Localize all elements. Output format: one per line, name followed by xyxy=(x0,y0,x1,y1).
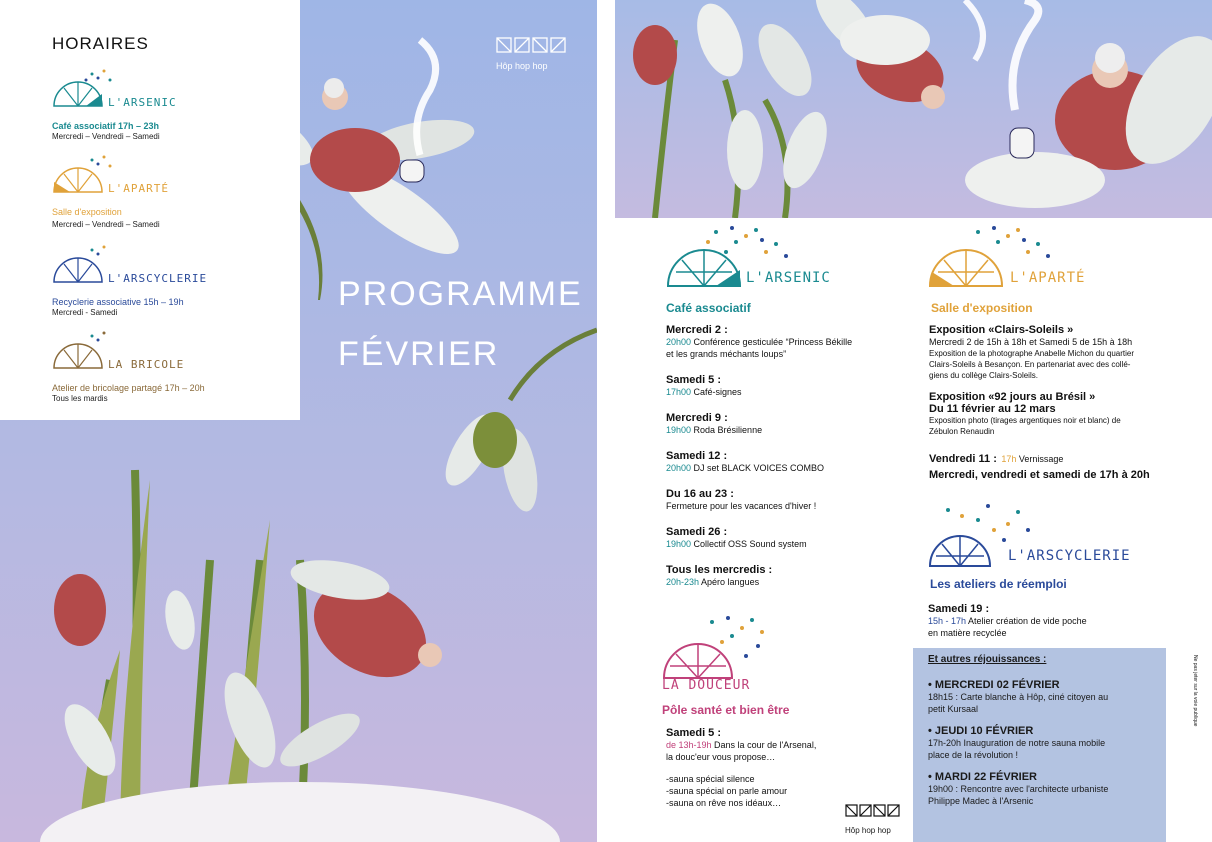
event-item xyxy=(666,526,890,550)
venue-hours: Recyclerie associative 15h – 19h xyxy=(52,297,184,307)
expo-dates: Mercredi 2 de 15h à 18h et Samedi 5 de 15h à 18h xyxy=(929,337,1133,347)
arsenic-events xyxy=(666,324,890,588)
event-item xyxy=(666,374,890,398)
event-desc: Atelier création de vide poche xyxy=(966,616,1087,626)
event-text xyxy=(666,336,890,348)
expo-desc: giens du collège Clairs-Soleils. xyxy=(929,371,1038,380)
aparte-events xyxy=(929,324,1169,481)
event-desc: Collectif OSS Sound system xyxy=(691,539,807,549)
event-text xyxy=(666,386,890,398)
event-text xyxy=(666,500,890,512)
event-desc: Café-signes xyxy=(691,387,742,397)
event-desc: Conférence gesticulée “Princess Békille xyxy=(691,337,853,347)
expo-desc: Zébulon Renaudin xyxy=(929,427,995,436)
venue-days: Mercredi – Vendredi – Samedi xyxy=(52,220,160,229)
sauna-item: -sauna spécial on parle amour xyxy=(666,786,788,796)
event-time: 20h00 xyxy=(666,463,692,473)
event-date: Samedi 19 : xyxy=(928,603,990,615)
other-events-title: Et autres réjouissances : xyxy=(928,654,1047,665)
event-time: 17h00 xyxy=(666,387,692,397)
arsenic-section xyxy=(666,222,906,315)
arscyclerie-events xyxy=(928,603,1168,639)
venue-hours: Café associatif 17h – 23h xyxy=(52,121,160,131)
venue-name: L'APARTÉ xyxy=(108,182,169,195)
sauna-item: -sauna on rêve nos idéaux… xyxy=(666,798,782,808)
arscyclerie-subtitle: Les ateliers de réemploi xyxy=(930,577,1067,591)
event-item xyxy=(666,488,890,512)
venue-aparte xyxy=(52,152,169,230)
cover-panel xyxy=(0,0,597,842)
venue-hours: Salle d'exposition xyxy=(52,207,122,217)
vernissage xyxy=(929,449,1169,467)
event-desc: Fermeture pour les vacances d'hiver ! xyxy=(666,501,817,511)
other-event-text: 18h15 : Carte blanche à Hôp, ciné citoyen au xyxy=(928,692,1109,702)
event-text-2: en matière recyclée xyxy=(928,628,1007,638)
event-item xyxy=(666,412,890,436)
footer-brand-text: Hôp hop hop xyxy=(845,826,891,835)
venue-name: L'ARSENIC xyxy=(108,96,177,109)
other-event-text: place de la révolution ! xyxy=(928,750,1019,760)
venue-name: LA BRICOLE xyxy=(108,358,185,371)
expo-desc: Clairs-Soleils à Besançon. En partenariat avec des collé- xyxy=(929,360,1131,369)
event-time: 19h00 xyxy=(666,425,692,435)
event-text xyxy=(928,615,1168,627)
expo-desc: Exposition de la photographe Anabelle Michon du quartier xyxy=(929,349,1135,358)
other-event xyxy=(928,771,1151,807)
brand-text: Hôp hop hop xyxy=(496,61,548,71)
brand-logo xyxy=(496,34,566,71)
program-month: FÉVRIER xyxy=(338,335,500,373)
event-desc: DJ set BLACK VOICES COMBO xyxy=(691,463,825,473)
event-time: 15h - 17h xyxy=(928,616,967,626)
program-title: PROGRAMME xyxy=(338,275,583,313)
legal-note: Ne pas jeter sur la voie publique xyxy=(1192,655,1198,727)
event-date: Mercredi 2 : xyxy=(666,324,728,336)
event-date: Mercredi 9 : xyxy=(666,412,728,424)
event-date: Samedi 5 : xyxy=(666,727,722,739)
douceur-subtitle: Pôle santé et bien être xyxy=(662,703,790,717)
event-item xyxy=(666,450,890,474)
hours-box xyxy=(0,0,300,420)
event-text-2: et les grands méchants loups” xyxy=(666,349,787,359)
venue-name: L'ARSCYCLERIE xyxy=(108,272,208,285)
expo-period: Du 11 février au 12 mars xyxy=(929,403,1056,415)
event-date: Du 16 au 23 : xyxy=(666,488,734,500)
event-date: Samedi 12 : xyxy=(666,450,728,462)
aparte-section xyxy=(928,222,1178,315)
arscyclerie-logo-text: L'ARSCYCLERIE xyxy=(1008,548,1131,564)
event-date: Samedi 26 : xyxy=(666,526,728,538)
sauna-item: -sauna spécial silence xyxy=(666,774,755,784)
event-desc: Dans la cour de l'Arsenal, xyxy=(711,740,817,750)
douceur-section xyxy=(662,612,902,717)
venue-arscyclerie xyxy=(52,242,208,318)
event-text xyxy=(666,462,890,474)
other-event xyxy=(928,725,1151,761)
arsenic-subtitle: Café associatif xyxy=(666,301,751,315)
event-time: 20h-23h xyxy=(666,577,700,587)
douceur-logo-icon xyxy=(662,612,782,682)
event-item xyxy=(666,324,890,360)
event-text-2: la douc'eur vous propose… xyxy=(666,752,776,762)
venue-days: Mercredi – Vendredi – Samedi xyxy=(52,132,160,141)
event-time: 19h00 xyxy=(666,539,692,549)
hop-logo-icon xyxy=(496,34,566,56)
other-event xyxy=(928,679,1151,715)
aparte-subtitle: Salle d'exposition xyxy=(931,301,1033,315)
event-text xyxy=(666,739,896,751)
other-event-text: 17h-20h Inauguration de notre sauna mobile xyxy=(928,738,1106,748)
hop-logo-icon xyxy=(845,803,901,821)
event-text xyxy=(666,576,890,588)
hours-title: HORAIRES xyxy=(52,34,149,53)
expo-title: Exposition «Clairs-Soleils » xyxy=(929,324,1074,336)
other-event-date: • JEUDI 10 FÉVRIER xyxy=(928,725,1034,737)
other-event-text: petit Kursaal xyxy=(928,704,979,714)
arscyclerie-section xyxy=(928,500,1178,591)
footer-brand xyxy=(845,803,901,835)
expo-hours: Mercredi, vendredi et samedi de 17h à 20h xyxy=(929,469,1150,481)
event-date: Tous les mercredis : xyxy=(666,564,773,576)
event-item xyxy=(666,564,890,588)
aparte-logo-text: L'APARTÉ xyxy=(1010,270,1086,286)
event-date: Samedi 5 : xyxy=(666,374,722,386)
other-event-text: 19h00 : Rencontre avec l'architecte urbaniste xyxy=(928,784,1109,794)
douceur-events xyxy=(666,727,896,809)
venue-hours: Atelier de bricolage partagé 17h – 20h xyxy=(52,383,205,393)
event-date: Vendredi 11 : xyxy=(929,453,997,465)
event-text xyxy=(666,424,890,436)
venue-arsenic xyxy=(52,66,177,142)
venue-days: Tous les mardis xyxy=(52,394,108,403)
event-desc: Roda Brésilienne xyxy=(691,425,763,435)
event-time: 20h00 xyxy=(666,337,692,347)
header-illustration xyxy=(615,0,1212,218)
event-desc: Vernissage xyxy=(1016,454,1064,464)
venue-days: Mercredi - Samedi xyxy=(52,308,118,317)
other-events-panel xyxy=(913,648,1166,842)
event-text xyxy=(666,538,890,550)
event-time: de 13h-19h xyxy=(666,740,712,750)
arsenic-logo-text: L'ARSENIC xyxy=(746,270,831,286)
expo-title: Exposition «92 jours au Brésil » xyxy=(929,391,1096,403)
other-event-date: • MERCREDI 02 FÉVRIER xyxy=(928,679,1060,691)
other-event-date: • MARDI 22 FÉVRIER xyxy=(928,771,1037,783)
expo-desc: Exposition photo (tirages argentiques noir et blanc) de xyxy=(929,416,1121,425)
event-desc: Apéro langues xyxy=(699,577,760,587)
other-event-text: Philippe Madec à l'Arsenic xyxy=(928,796,1034,806)
venue-bricole xyxy=(52,328,205,404)
douceur-logo-text: LA DOUCEUR xyxy=(662,678,751,693)
event-time: 17h xyxy=(1001,454,1017,464)
